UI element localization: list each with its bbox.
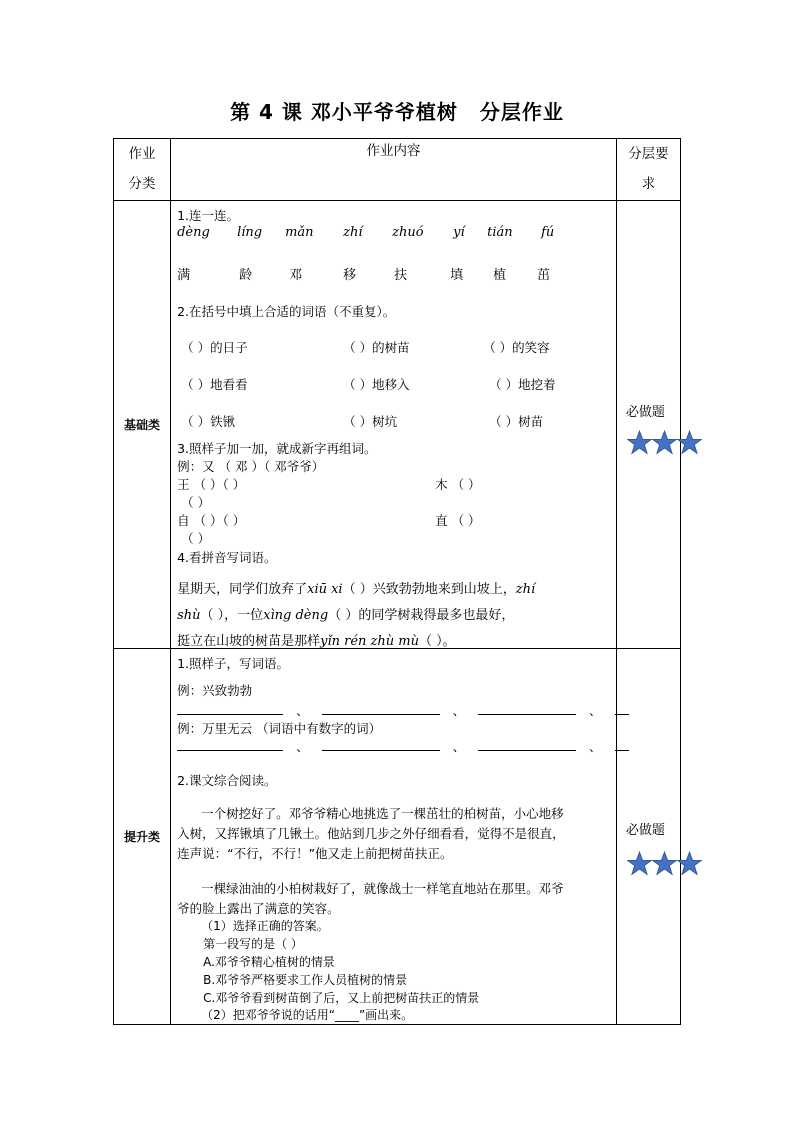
- aq1-title: 1.照样子，写词语。: [177, 656, 290, 671]
- pinyin-item: yí: [453, 225, 465, 240]
- pinyin-item: zhuó: [392, 225, 424, 240]
- header-content: 作业内容: [171, 139, 617, 201]
- char-item: 满: [177, 268, 191, 283]
- q3-row2a: 自 （ ）（ ）: [177, 513, 246, 528]
- char-item: 移: [343, 268, 357, 283]
- q3-title: 3.照样子加一加，就成新字再组词。: [177, 441, 377, 456]
- q3-example: 例：又 （ 邓 ）（ 邓爷爷）: [177, 459, 325, 474]
- q3-row1b: 木 （ ）: [435, 477, 481, 492]
- q2-r2c1: （ ）地看看: [181, 377, 248, 392]
- table-header-row: [114, 139, 681, 201]
- sub-question-1: （1）选择正确的答案。: [201, 919, 329, 933]
- q2-r2c3: （ ）地挖着: [489, 377, 556, 392]
- blank-line[interactable]: [177, 737, 283, 751]
- basic-row: [114, 201, 681, 649]
- q3-row2b: 直 （ ）: [435, 513, 481, 528]
- basic-content: [171, 201, 617, 649]
- q2-r3c1: （ ）铁锹: [181, 414, 236, 429]
- option-b: B.邓爷爷严格要求工作人员植树的情景: [203, 973, 408, 987]
- passage-line: 入树，又挥锹填了几锹土。他站到几步之外仔细看看，觉得不是很直，: [177, 826, 565, 841]
- passage-line: 一棵绿油油的小柏树栽好了，就像战士一样笔直地站在那里。邓爷: [201, 881, 564, 896]
- pinyin-item: mǎn: [285, 225, 314, 240]
- star-icon: [677, 430, 702, 455]
- q4-line3: 挺立在山坡的树苗是那样yǐn rén zhù mù（ ）。: [177, 634, 456, 649]
- q2-r2c2: （ ）地移入: [343, 377, 410, 392]
- char-item: 邓: [289, 268, 303, 283]
- star-icon: [677, 851, 702, 876]
- pinyin-item: dèng: [177, 225, 210, 240]
- blank-line[interactable]: [177, 701, 283, 715]
- advanced-content: [171, 649, 617, 1025]
- star-icon: [652, 851, 677, 876]
- q2-r1c2: （ ）的树苗: [343, 340, 410, 355]
- pinyin-item: líng: [237, 225, 263, 240]
- basic-requirement-label: 必做题: [625, 405, 665, 420]
- header-requirement: 分层要 求: [616, 139, 680, 201]
- char-item: 龄: [239, 268, 253, 283]
- star-icon: [627, 851, 652, 876]
- char-item: 填: [450, 268, 464, 283]
- homework-table: [113, 138, 681, 1025]
- header-category: 作业 分类: [114, 139, 171, 201]
- advanced-stars: [627, 851, 702, 876]
- blank-line[interactable]: [478, 737, 576, 751]
- q1-title: 1.连一连。: [177, 208, 240, 223]
- aq1-blanks2: 、 、 、: [177, 737, 613, 755]
- sub-question-2: （2）把邓爷爷说的话用“____”画出来。: [201, 1008, 414, 1022]
- blank-line[interactable]: [322, 701, 440, 715]
- char-item: 扶: [394, 268, 408, 283]
- q2-r1c1: （ ）的日子: [181, 340, 248, 355]
- q2-r1c3: （ ）的笑容: [483, 340, 550, 355]
- q4-title: 4.看拼音写词语。: [177, 550, 277, 565]
- basic-category: 基础类: [114, 201, 171, 649]
- q2-r3c3: （ ）树苗: [489, 414, 544, 429]
- basic-stars: [627, 430, 702, 455]
- blank-line[interactable]: [478, 701, 576, 715]
- q4-line1: 星期天，同学们放弃了xiū xi（ ）兴致勃勃地来到山坡上，zhí: [177, 582, 536, 597]
- advanced-requirement: [616, 649, 680, 1025]
- advanced-requirement-label: 必做题: [625, 823, 665, 838]
- blank-line[interactable]: [322, 737, 440, 751]
- char-item: 茁: [537, 268, 551, 283]
- q2-r3c2: （ ）树坑: [343, 414, 398, 429]
- pinyin-item: zhí: [343, 225, 363, 240]
- passage-line: 连声说：“不行，不行！”他又走上前把树苗扶正。: [177, 846, 453, 861]
- advanced-category: 提升类: [114, 649, 171, 1025]
- aq1-example2: 例：万里无云 （词语中有数字的词）: [177, 721, 382, 736]
- pinyin-item: tián: [487, 225, 513, 240]
- passage-line: 一个树挖好了。邓爷爷精心地挑选了一棵茁壮的柏树苗，小心地移: [201, 806, 564, 821]
- pinyin-item: fú: [541, 225, 555, 240]
- star-icon: [627, 430, 652, 455]
- char-item: 植: [493, 268, 507, 283]
- basic-requirement: [616, 201, 680, 649]
- passage-line: 爷的脸上露出了满意的笑容。: [177, 901, 340, 916]
- q3-row2c: （ ）: [181, 531, 211, 546]
- sub-question-1-prompt: 第一段写的是（ ）: [203, 937, 303, 951]
- q4-line2: shù（ ），一位xìng dèng（ ）的同学树栽得最多也最好，: [177, 608, 515, 623]
- option-a: A.邓爷爷精心植树的情景: [203, 955, 335, 969]
- q2-title: 2.在括号中填上合适的词语（不重复）。: [177, 304, 396, 319]
- star-icon: [652, 430, 677, 455]
- option-c: C.邓爷爷看到树苗倒了后，又上前把树苗扶正的情景: [203, 991, 480, 1005]
- aq1-example1: 例：兴致勃勃: [177, 683, 253, 698]
- q3-row1c: （ ）: [181, 495, 211, 510]
- aq1-blanks1: 、 、 、: [177, 701, 613, 719]
- advanced-row: [114, 649, 681, 1025]
- q3-row1a: 王 （ ）（ ）: [177, 477, 246, 492]
- aq2-title: 2.课文综合阅读。: [177, 773, 277, 788]
- page-title: 第 4 课 邓小平爷爷植树 分层作业: [230, 100, 564, 124]
